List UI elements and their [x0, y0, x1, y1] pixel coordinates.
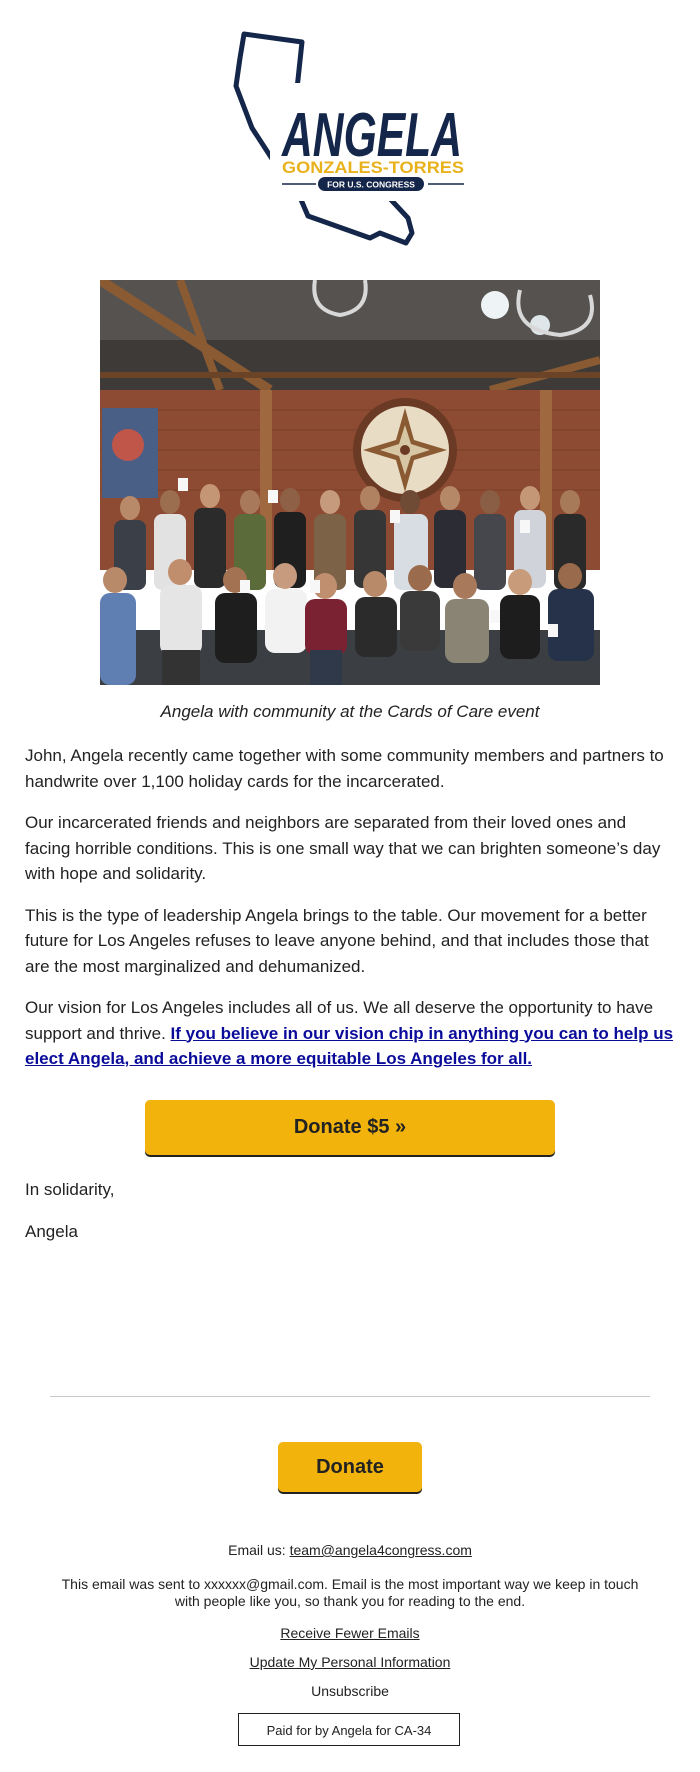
donate-5-button[interactable]: Donate $5 » — [145, 1100, 555, 1155]
signoff-closing: In solidarity, — [25, 1180, 115, 1199]
logo-last-name: GONZALES-TORRES — [282, 158, 464, 177]
unsubscribe-link[interactable]: Unsubscribe — [311, 1683, 389, 1699]
donate-button[interactable]: Donate — [278, 1442, 422, 1492]
email-link[interactable]: team@angela4congress.com — [289, 1542, 472, 1558]
email-message — [25, 743, 675, 1088]
paragraph-4 — [25, 995, 675, 1072]
fewer-emails-row — [0, 1625, 700, 1641]
update-info-link[interactable]: Update My Personal Information — [249, 1654, 451, 1670]
paragraph-4-text: Our vision for Los Angeles includes all of us. We all deserve the opportunity to have support and thrive. — [25, 998, 654, 1043]
sent-notice: This email was sent to xxxxxx@gmail.com. Email is the most important way we keep in touch with people like you, so thank you for reading to the end. — [61, 1576, 639, 1609]
photo-caption: Angela with community at the Cards of Care event — [160, 702, 540, 721]
campaign-logo — [230, 28, 470, 253]
unsubscribe-row — [0, 1683, 700, 1699]
footer-email — [0, 1542, 700, 1558]
logo-first-name: ANGELA — [280, 101, 462, 170]
paragraph-3: This is the type of leadership Angela brings to the table. Our movement for a better future for Los Angeles refuses to leave anyone behind, and that includes those that are the most marginalized and dehumanized. — [25, 905, 649, 976]
logo-office: FOR U.S. CONGRESS — [327, 179, 415, 190]
fewer-emails-link[interactable]: Receive Fewer Emails — [280, 1625, 420, 1641]
chip-in-link[interactable]: If you believe in our vision chip in anything you can to help us elect Angela, and achieve a more equitable Los Angeles for all. — [25, 1023, 674, 1068]
email-label: Email us: — [228, 1542, 290, 1558]
signoff-name: Angela — [25, 1222, 78, 1241]
paragraph-1: John, Angela recently came together with some community members and partners to handwrite over 1,100 holiday cards for the incarcerated. — [25, 746, 664, 791]
paid-for-disclaimer: Paid for by Angela for CA-34 — [238, 1713, 460, 1746]
update-info-row — [0, 1654, 700, 1670]
event-photo — [100, 280, 600, 685]
footer-divider — [50, 1396, 650, 1397]
paragraph-2: Our incarcerated friends and neighbors are separated from their loved ones and facing horrible conditions. This is one small way that we can brighten someone’s day with hope and solidarity. — [25, 813, 661, 883]
